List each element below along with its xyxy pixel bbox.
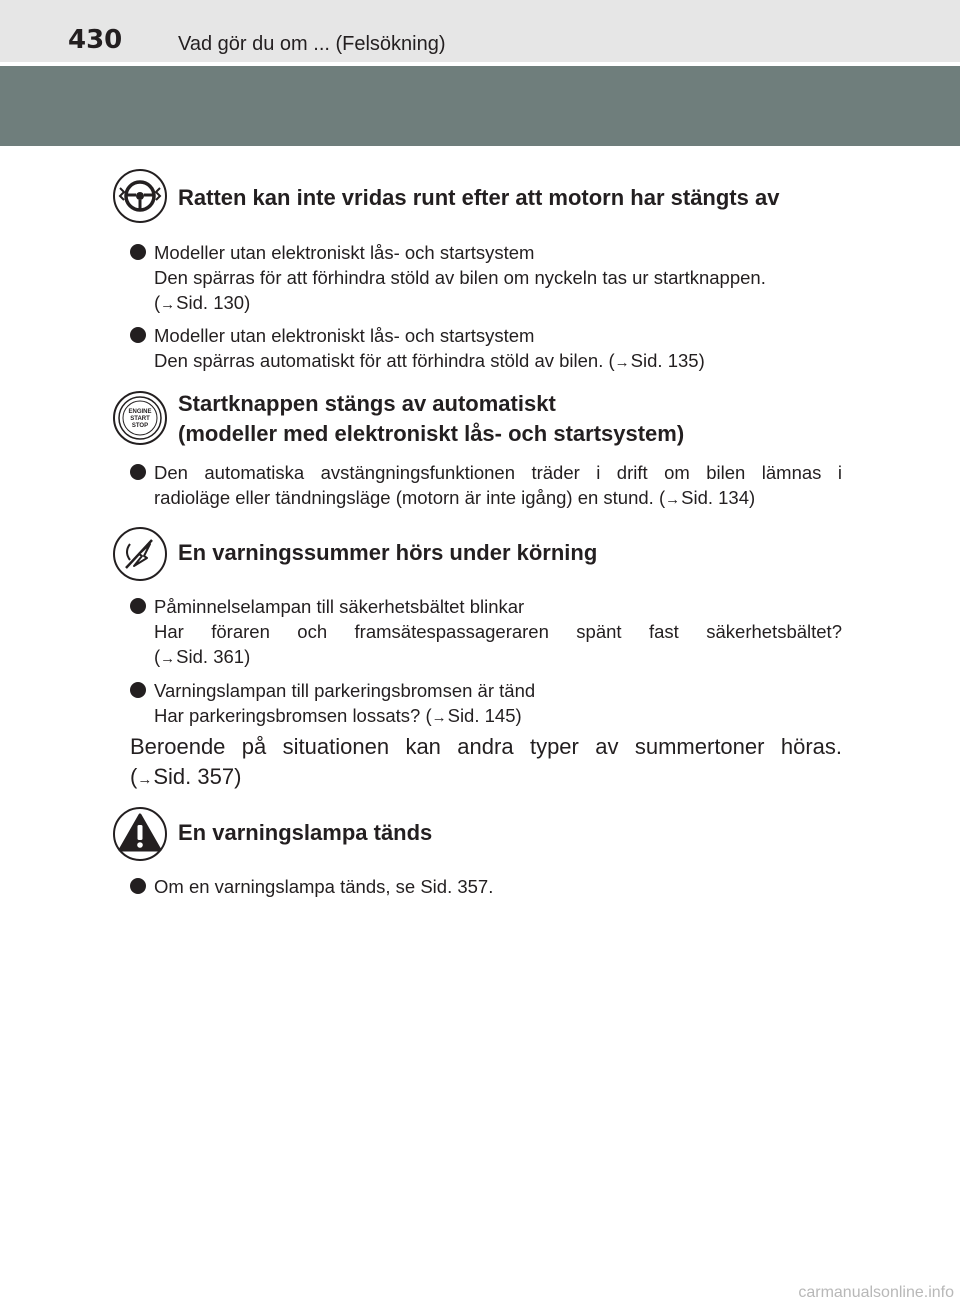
item-reference: (→Sid. 130) xyxy=(154,292,251,313)
list-item xyxy=(130,678,842,730)
item-description: Har föraren och framsätespassageraren spänt fast säkerhetsbältet? xyxy=(154,621,842,642)
arrow-icon: → xyxy=(614,354,630,371)
item-reference: (→Sid. 361) xyxy=(154,646,251,667)
chapter-title: Vad gör du om ... (Felsökning) xyxy=(178,33,446,55)
list-item xyxy=(130,240,842,317)
item-description: Den spärras för att förhindra stöld av bilen om nyckeln tas ur startknappen. xyxy=(154,267,766,288)
watermark: carmanualsonline.info xyxy=(798,1284,954,1301)
item-description: Den automatiska avstängningsfunktionen träder i drift om bilen lämnas i xyxy=(154,462,842,483)
steering-wheel-icon xyxy=(112,168,168,224)
item-heading: Modeller utan elektroniskt lås- och startsystem xyxy=(154,242,535,263)
note-text: Beroende på situationen kan andra typer av summertoner höras. xyxy=(130,734,842,759)
page-number: 430 xyxy=(68,25,123,55)
note-reference: (→Sid. 357) xyxy=(130,764,242,789)
item-description: Om en varningslampa tänds, se Sid. 357. xyxy=(154,876,494,897)
page-link[interactable]: Sid. 134 xyxy=(681,487,750,508)
arrow-icon: → xyxy=(160,296,176,313)
item-heading: Påminnelselampan till säkerhetsbältet blinkar xyxy=(154,596,525,617)
list-item xyxy=(130,323,842,375)
list-item xyxy=(130,460,842,512)
warning-triangle-icon xyxy=(112,806,168,862)
bullet xyxy=(130,464,146,480)
bullet xyxy=(130,598,146,614)
page-link[interactable]: Sid. 361 xyxy=(176,646,245,667)
item-description: Den spärras automatiskt för att förhindra stöld av bilen. (→Sid. 135) xyxy=(154,350,705,371)
bullet xyxy=(130,327,146,343)
svg-text:STOP: STOP xyxy=(131,423,149,429)
bullet xyxy=(130,682,146,698)
section-title: En varningssummer hörs under körning xyxy=(178,540,598,565)
page-header xyxy=(0,0,960,62)
engine-start-stop-icon xyxy=(112,390,168,446)
arrow-icon: → xyxy=(160,650,176,667)
header-band xyxy=(0,66,960,146)
list-item xyxy=(130,874,842,899)
arrow-icon: → xyxy=(137,771,153,788)
section-title: Ratten kan inte vridas runt efter att motorn har stängts av xyxy=(178,185,780,210)
section-subtitle: (modeller med elektroniskt lås- och startsystem) xyxy=(178,421,685,446)
section-note xyxy=(130,732,842,795)
item-heading: Varningslampan till parkeringsbromsen är tänd xyxy=(154,680,536,701)
svg-text:START: START xyxy=(130,416,150,422)
buzzer-icon xyxy=(112,526,168,582)
list-item xyxy=(130,594,842,671)
item-description: radioläge eller tändningsläge (motorn är inte igång) en stund. (→Sid. 134) xyxy=(154,487,756,508)
arrow-icon: → xyxy=(665,491,681,508)
section-title: En varningslampa tänds xyxy=(178,820,433,845)
bullet xyxy=(130,244,146,260)
bullet xyxy=(130,878,146,894)
section-title: Startknappen stängs av automatiskt xyxy=(178,391,556,416)
page-link[interactable]: Sid. 135 xyxy=(630,350,699,371)
page-link[interactable]: Sid. 145 xyxy=(447,705,516,726)
page-link[interactable]: Sid. 357 xyxy=(153,764,235,789)
item-heading: Modeller utan elektroniskt lås- och startsystem xyxy=(154,325,535,346)
svg-text:ENGINE: ENGINE xyxy=(128,409,152,415)
item-description: Har parkeringsbromsen lossats? (→Sid. 145) xyxy=(154,705,522,726)
page-link[interactable]: Sid. 130 xyxy=(176,292,245,313)
arrow-icon: → xyxy=(431,709,447,726)
